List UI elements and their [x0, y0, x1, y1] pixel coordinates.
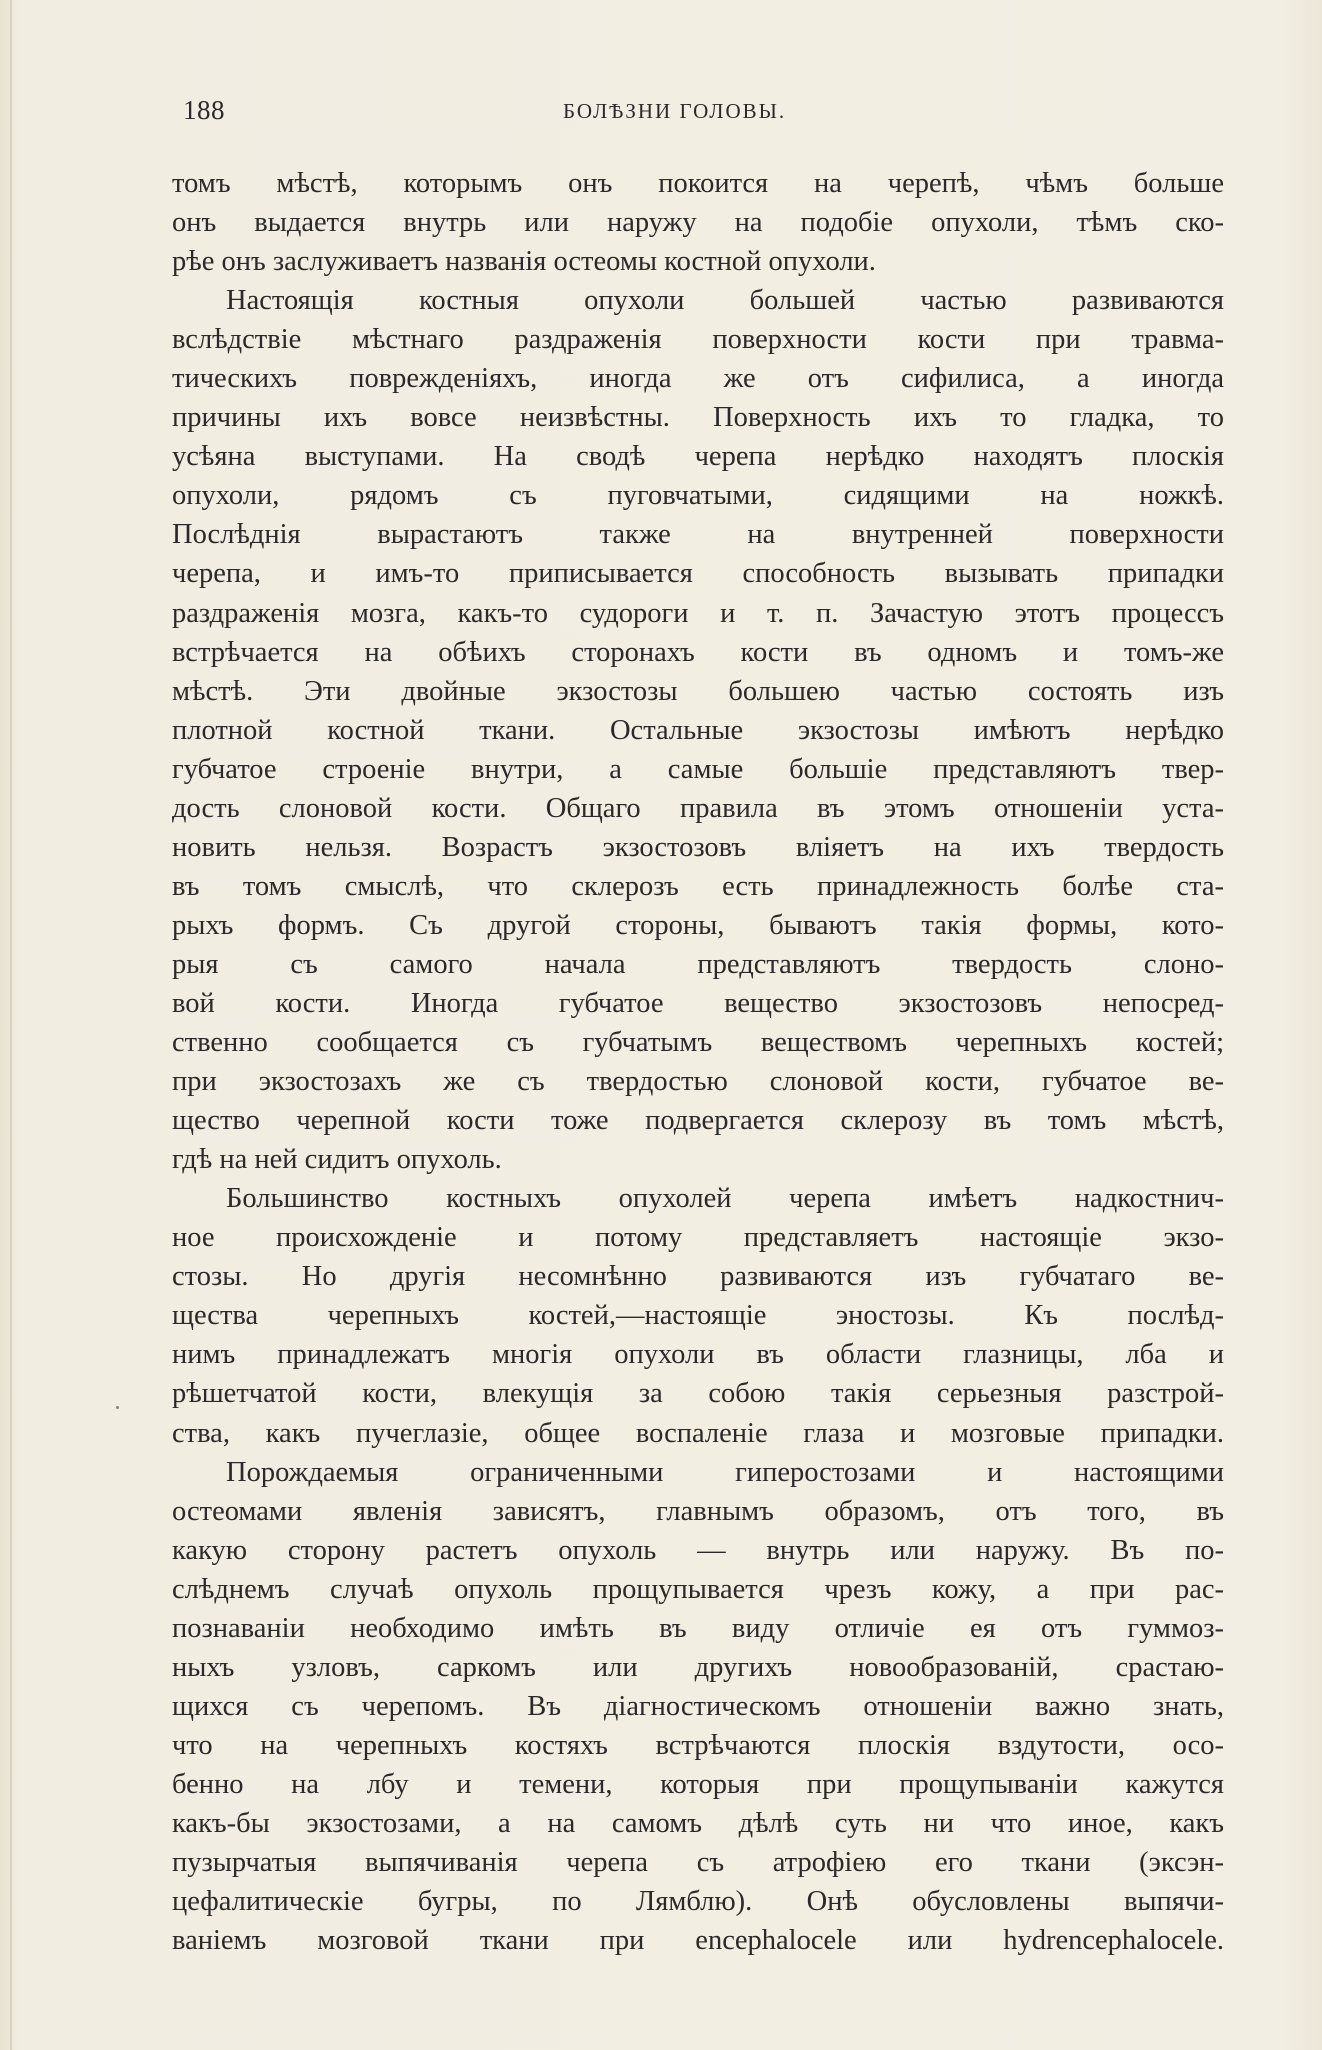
text-line: усѣяна выступами. На сводѣ черепа нерѣдко находятъ плоскія — [172, 441, 1224, 473]
text-line: ства, какъ пучеглазіе, общее воспаленіе глаза и мозговые припадки. — [172, 1417, 1224, 1449]
text-line: рыхъ формъ. Съ другой стороны, бываютъ такія формы, кото- — [172, 909, 1224, 941]
text-line: новить нельзя. Возрастъ экзостозовъ вліяетъ на ихъ твердость — [172, 831, 1224, 863]
text-line: ныхъ узловъ, саркомъ или другихъ новообразованій, срастаю- — [172, 1651, 1224, 1683]
text-line: какъ-бы экзостозами, а на самомъ дѣлѣ суть ни что иное, какъ — [172, 1807, 1224, 1839]
text-line: щихся съ черепомъ. Въ діагностическомъ отношеніи важно знать, — [172, 1690, 1224, 1722]
text-line: губчатое строеніе внутри, а самые большіе представляютъ твер- — [172, 753, 1224, 785]
text-line: вслѣдствіе мѣстнаго раздраженія поверхности кости при травма- — [172, 324, 1224, 356]
text-line: встрѣчается на обѣихъ сторонахъ кости въ одномъ и томъ-же — [172, 636, 1224, 668]
text-line: щество черепной кости тоже подвергается склерозу въ томъ мѣстѣ, — [172, 1105, 1224, 1137]
text-line: рѣе онъ заслуживаетъ названія остеомы костной опухоли. — [172, 246, 876, 278]
text-line: пузырчатыя выпячиванія черепа съ атрофіею его ткани (эксэн- — [172, 1847, 1224, 1879]
text-line: слѣднемъ случаѣ опухоль прощупывается чрезъ кожу, а при рас- — [172, 1573, 1224, 1605]
text-line: причины ихъ вовсе неизвѣстны. Поверхность ихъ то гладка, то — [172, 402, 1224, 434]
text-line: Послѣднія вырастаютъ также на внутренней поверхности — [172, 519, 1224, 551]
text-line: нимъ принадлежатъ многія опухоли въ области глазницы, лба и — [172, 1339, 1224, 1371]
text-line: стозы. Но другія несомнѣнно развиваются изъ губчатаго ве- — [172, 1261, 1224, 1293]
text-line: остеомами явленія зависятъ, главнымъ образомъ, отъ того, въ — [172, 1495, 1224, 1527]
text-line: онъ выдается внутрь или наружу на подобіе опухоли, тѣмъ ско- — [172, 207, 1224, 239]
text-line: плотной костной ткани. Остальные экзостозы имѣютъ нерѣдко — [172, 714, 1224, 746]
text-line: рыя съ самого начала представляютъ твердость слоно- — [172, 948, 1224, 980]
text-line: ное происхожденіе и потому представляетъ настоящіе экзо- — [172, 1222, 1224, 1254]
text-line: черепа, и имъ-то приписывается способность вызывать припадки — [172, 558, 1224, 590]
page-number: 188 — [183, 95, 225, 125]
text-line: раздраженія мозга, какъ-то судороги и т. п. Зачастую этотъ процессъ — [172, 597, 1224, 629]
text-line: въ томъ смыслѣ, что склерозъ есть принадлежность болѣе ста- — [172, 870, 1224, 902]
running-title: БОЛѢЗНИ ГОЛОВЫ. — [563, 99, 787, 123]
text-line: томъ мѣстѣ, которымъ онъ покоится на черепѣ, чѣмъ больше — [172, 168, 1224, 199]
text-line: бенно на лбу и темени, которыя при прощупываніи кажутся — [172, 1768, 1224, 1800]
page-header — [183, 95, 1225, 135]
text-line: Большинство костныхъ опухолей черепа имѣетъ надкостнич- — [226, 1183, 1224, 1215]
page-edge-shadow — [10, 0, 12, 2050]
text-line: рѣшетчатой кости, влекущія за собою такія серьезныя разстрой- — [172, 1378, 1224, 1410]
text-line: что на черепныхъ костяхъ встрѣчаются плоскія вздутости, осо- — [172, 1729, 1224, 1761]
text-line: щества черепныхъ костей,—настоящіе эностозы. Къ послѣд- — [172, 1300, 1224, 1332]
text-line: при экзостозахъ же съ твердостью слоновой кости, губчатое ве- — [172, 1066, 1224, 1098]
text-line: мѣстѣ. Эти двойные экзостозы большею частью состоять изъ — [172, 675, 1224, 707]
text-line: дость слоновой кости. Общаго правила въ этомъ отношеніи уста- — [172, 792, 1224, 824]
text-line: какую сторону растетъ опухоль — внутрь или наружу. Въ по- — [172, 1534, 1224, 1566]
text-line: Настоящія костныя опухоли большей частью развиваются — [226, 285, 1224, 317]
text-line: тическихъ поврежденіяхъ, иногда же отъ сифилиса, а иногда — [172, 363, 1224, 395]
margin-speck — [116, 1406, 119, 1409]
text-line: ственно сообщается съ губчатымъ веществомъ черепныхъ костей; — [172, 1027, 1224, 1059]
text-line: цефалитическіе бугры, по Лямблю). Онѣ обусловлены выпячи- — [172, 1886, 1224, 1918]
body-text — [172, 164, 1224, 1960]
text-line: вой кости. Иногда губчатое вещество экзостозовъ непосред- — [172, 987, 1224, 1019]
text-line: Порождаемыя ограниченными гиперостозами и настоящими — [226, 1456, 1224, 1488]
text-line: познаваніи необходимо имѣть въ виду отличіе ея отъ гуммоз- — [172, 1612, 1224, 1644]
text-line: гдѣ на ней сидитъ опухоль. — [172, 1144, 502, 1176]
text-line: опухоли, рядомъ съ пуговчатыми, сидящими на ножкѣ. — [172, 480, 1224, 512]
text-line: ваніемъ мозговой ткани при encephalocele или hydrencephalocele. — [172, 1925, 1224, 1957]
